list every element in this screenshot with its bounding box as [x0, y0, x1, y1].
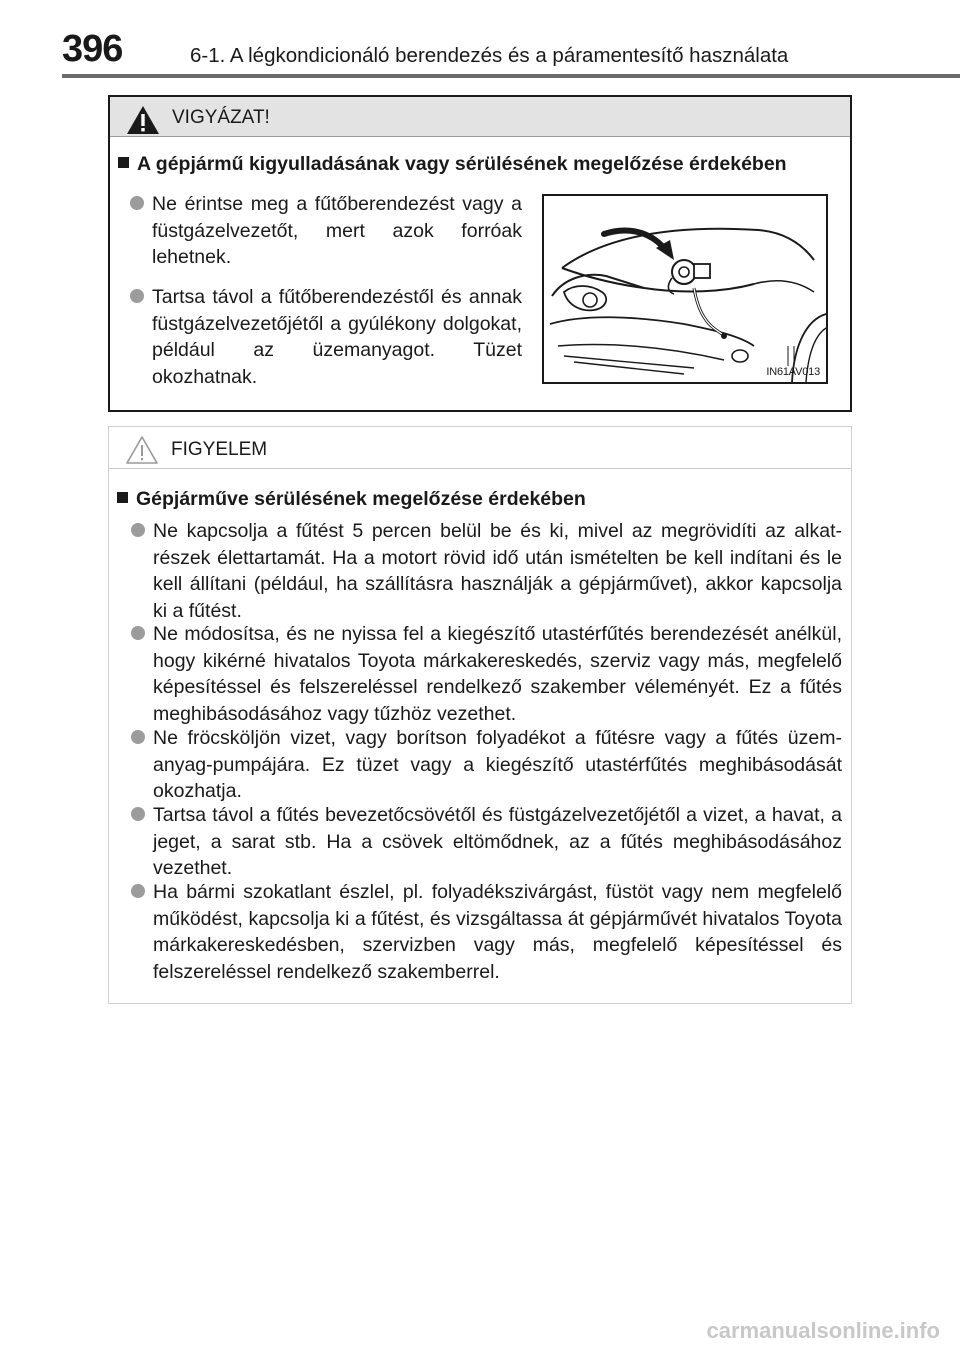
warning-triangle-icon: [126, 105, 160, 135]
page-header: [62, 28, 882, 78]
bullet-dot-icon: [130, 196, 144, 210]
caution-heading: Gépjárműve sérülésének megelőzése érdekében: [117, 488, 586, 511]
caution-bullet-4: Tartsa távol a fűtés bevezetőcsövétől és füstgázelvezetőjétől a vizet, a havat, a jeget, a sarat stb. Ha a csövek eltömődnek, az a fűtés meghibásodásához vezethet.: [153, 802, 842, 882]
caution-box: [108, 426, 852, 1004]
warning-box-header: [110, 97, 850, 137]
caution-label: FIGYELEM: [171, 439, 268, 460]
watermark: carmanualsonline.info: [706, 1318, 940, 1343]
caution-box-header: [109, 427, 851, 469]
pointer-arrow-icon: [604, 230, 674, 260]
bullet-dot-icon: [131, 807, 145, 821]
bullet-dot-icon: [130, 289, 144, 303]
caution-bullet-5: Ha bármi szokatlant észlel, pl. folyadékszivárgást, füstöt vagy nem megfelelő működést, kapcsolja ki a fűtést, és vizsgáltassa át gépjárművét hivatalos Toyota márkakereskedésben, szervizben vagy más, megfelelő képesítéssel és felszereléssel rendelkező szakemberrel.: [153, 879, 842, 985]
header-rule: [62, 74, 960, 78]
warning-label: VIGYÁZAT!: [172, 107, 270, 128]
warning-heading: A gépjármű kigyulladásának vagy sérülésének megelőzése érdekében: [118, 153, 787, 176]
bullet-dot-icon: [131, 523, 145, 537]
caution-bullet-2: Ne módosítsa, és ne nyissa fel a kiegészítő utastérfűtés berendezését anélkül, hogy kikérné hivatalos Toyota márkakereskedés, szerviz vagy más, megfelelő képesítéssel és felszereléssel rendelkező szakember véleményét. Ez a fűtés meghibásodásához vagy tűzhöz vezethet.: [153, 621, 842, 727]
heater-location-figure: [542, 194, 828, 384]
caution-bullet-3: Ne fröcsköljön vizet, vagy borítson folyadékot a fűtésre vagy a fűtés üzemanyag-pumpájára. Ez tüzet vagy a kiegészítő utastérfűtés meghibásodását okozhatja.: [153, 725, 842, 805]
caution-triangle-icon: [125, 435, 159, 465]
square-marker-icon: [118, 157, 129, 168]
car-front-illustration: [544, 196, 826, 382]
figure-code: IN61AV013: [766, 366, 820, 378]
warning-bullet-1: Ne érintse meg a fűtőberendezést vagy a füstgázelvezetőt, mert azok forróak lehetnek.: [152, 191, 522, 271]
page-number: 396: [62, 28, 123, 70]
caution-bullet-1: Ne kapcsolja a fűtést 5 percen belül be és ki, mivel az megrövidíti az alkatrészek élettartamát. Ha a motort rövid idő után ismételten be kell indítani és le kell állítani (például, ha szállításra használják a gépjárművet), akkor kapcsolja ki a fűtést.: [153, 518, 842, 624]
bullet-dot-icon: [131, 884, 145, 898]
square-marker-icon: [117, 492, 128, 503]
section-title: 6-1. A légkondicionáló berendezés és a páramentesítő használata: [190, 44, 789, 67]
warning-bullet-2: Tartsa távol a fűtőberendezéstől és annak füstgázelvezetőjétől a gyúlékony dolgokat, például az üzemanyagot. Tüzet okozhatnak.: [152, 284, 522, 390]
bullet-dot-icon: [131, 626, 145, 640]
bullet-dot-icon: [131, 730, 145, 744]
